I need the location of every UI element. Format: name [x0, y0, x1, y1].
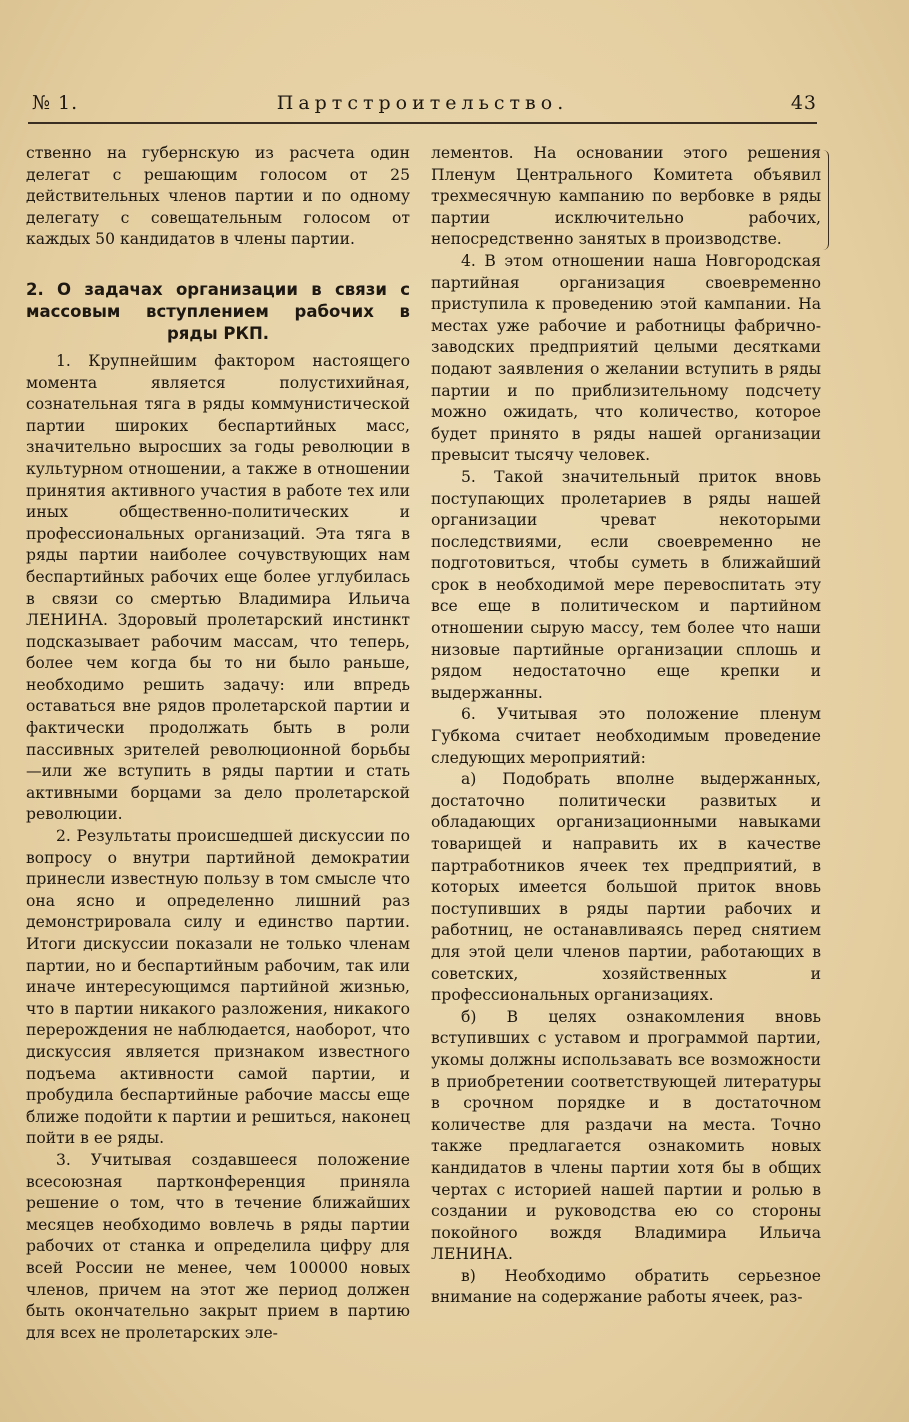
section-heading [26, 279, 410, 345]
page-number: 43 [790, 92, 817, 114]
paragraph-6b: б) В целях ознакомления вновь вступивших с уставом и программой партии, укомы должны использавать все возможности в приобретении соответствующей литературы в срочном порядке и в достаточном количестве для раздачи на места. Точно также предлагается ознакомить новых кандидатов в члены партии хотя бы в общих чертах с историей нашей партии и ролью в создании и руководства ею со стороны покойного вождя Владимира Ильича ЛЕНИНА. [431, 1007, 821, 1264]
paragraph-6a: а) Подобрать вполне выдержанных, достаточно политически развитых и обладающих организационными навыками товарищей и направить их в качестве партработников ячеек тех предприятий, в которых имеется большой приток вновь поступивших в ряды партии рабочих и работниц, не останавливаясь перед снятием для этой цели членов партии, работающих в советских, хозяйственных и профессиональных организациях. [431, 770, 821, 1005]
left-column [26, 143, 410, 1344]
paragraph-6v: в) Необходимо обратить серьезное внимание на содержание работы ячеек, раз- [431, 1266, 821, 1307]
paragraph-5: 5. Такой значительный приток вновь поступающих пролетариев в ряды нашей организации чреват некоторыми последствиями, если своевременно не подготовиться, чтобы суметь в ближайший срок в необходимой мере перевоспитать эту все еще в политическом и партийном отношении сырую массу, тем более что наши низовые партийные организации сплошь и рядом недостаточно еще крепки и выдержанны. [431, 467, 821, 702]
page-header [28, 88, 817, 124]
running-title: Партстроительство. [276, 92, 569, 114]
paragraph-4: 4. В этом отношении наша Новгородская партийная организация своевременно приступила к проведению этой кампании. На местах уже рабочие и работницы фабрично-заводских предприятий целыми десятками подают заявления о желании вступить в ряды партии и по приблизительному подсчету можно ожидать, что количество, которое будет принято в ряды нашей организации превысит тысячу человек. [431, 251, 821, 465]
paragraph-continued: ственно на губернскую из расчета один делегат с решающим голосом от 25 действительных членов партии и по одному делегату с совещательным голосом от каждых 50 кандидатов в члены партии. [26, 144, 410, 249]
section-heading-line-3: ряды РКП. [166, 323, 270, 343]
paragraph-6: 6. Учитывая это положение пленум Губкома считает необходимым проведение следующих мероприятий: [431, 705, 821, 767]
paragraph-2: 2. Результаты происшедшей дискуссии по вопросу о внутри партийной демократии принесли известную пользу в том смысле что она ясно и определенно лишний раз демонстрировала силу и единство партии. Итоги дискуссии показали не только членам партии, но и беспартийным рабочим, так или иначе интересующимся партийной жизнью, что в партии никакого разложения, никакого перерождения не наблюдается, наоборот, что дискуссия является признаком известного подъема активности самой партии, и пробудила беспартийные рабочие массы еще ближе подойти к партии и решиться, наконец пойти в ее ряды. [26, 827, 410, 1148]
paragraph-continued-right: лементов. На основании этого решения Пленум Центрального Комитета объявил трехмесячную кампанию по вербовке в ряды партии исключительно рабочих, непосредственно занятых в производстве. [431, 144, 821, 249]
right-column [431, 143, 821, 1309]
section-heading-line-2: массовым вступлением рабочих в [26, 301, 410, 321]
paragraph-1: 1. Крупнейшим фактором настоящего момента является полустихийная, сознательная тяга в ряды коммунистической партии широких беспартийных масс, значительно выросших за годы революции в культурном отношении, а также в отношении принятия активного участия в работе тех или иных общественно-политических и профессиональных организаций. Эта тяга в ряды партии наиболее сочувствующих нам беспартийных рабочих еще более углубилась в связи со смертью Владимира Ильича ЛЕНИНА. Здоровый пролетарский инстинкт подсказывает рабочим массам, что теперь, более чем когда бы то ни было раньше, необходимо решить задачу: или впредь оставаться вне рядов пролетарской партии и фактически продолжать быть в роли пассивных зрителей революционной борьбы—или же вступить в ряды партии и стать активными борцами за дело пролетарской революции. [26, 351, 410, 824]
issue-number: № 1. [32, 92, 79, 114]
paragraph-3: 3. Учитывая создавшееся положение всесоюзная партконференция приняла решение о том, что в течение ближайших месяцев необходимо вовлечь в ряды партии рабочих от станка и определила цифру для всей России не менее, чем 100000 новых членов, причем на этот же период должен быть окончательно закрыт прием в партию для всех не пролетарских эле- [26, 1150, 410, 1342]
section-heading-line-1: 2. О задачах организации в связи с [26, 279, 410, 299]
margin-pencil-mark [820, 150, 829, 250]
